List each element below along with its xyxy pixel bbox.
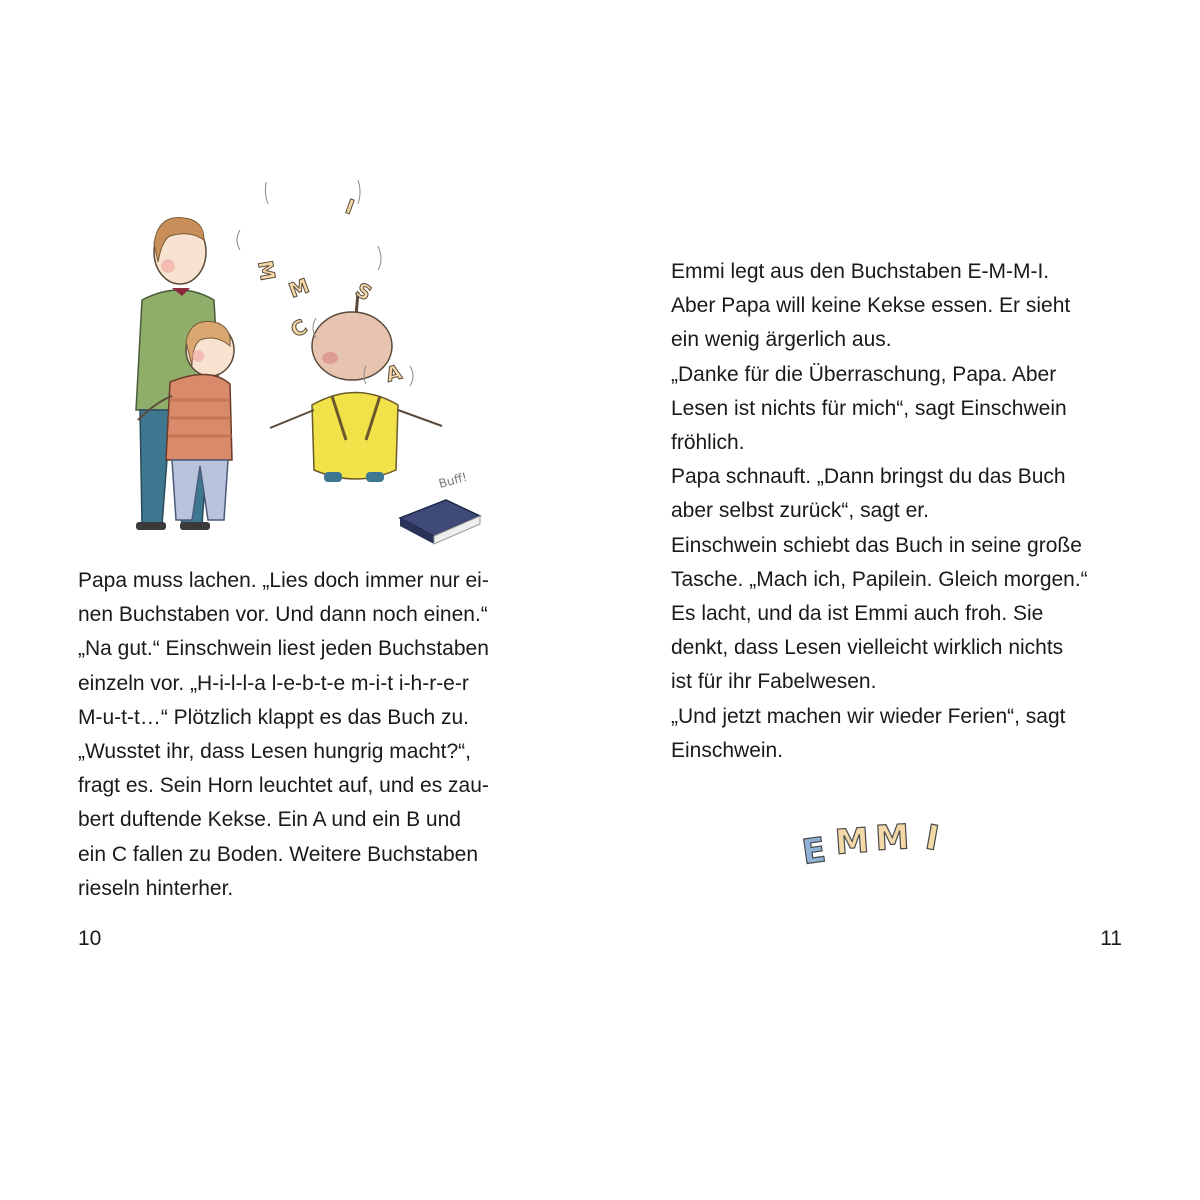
text-line: Lesen ist nichts für mich“, sagt Einschwein — [671, 396, 1067, 420]
text-line: „Na gut.“ Einschwein liest jeden Buchstaben — [78, 637, 489, 661]
text-line: fröhlich. — [671, 431, 745, 455]
right-page-text — [671, 255, 1088, 768]
buff-sound-word: Buff! — [437, 469, 469, 491]
right-page — [600, 0, 1200, 1200]
illustration-svg — [100, 170, 500, 550]
page-number-left: 10 — [78, 927, 102, 950]
falling-letter-5: A — [383, 359, 405, 387]
text-line: aber selbst zurück“, sagt er. — [671, 499, 929, 523]
falling-letter-1: M — [253, 258, 281, 283]
illustration-family-letters — [100, 170, 500, 550]
text-line: „Wusstet ihr, dass Lesen hungrig macht?“, — [78, 740, 471, 764]
text-line: ist für ihr Fabelwesen. — [671, 670, 877, 694]
emmi-letter-e: E — [799, 830, 829, 873]
text-line: Einschwein schiebt das Buch in seine große — [671, 533, 1082, 557]
text-line: ein C fallen zu Boden. Weitere Buchstaben — [78, 842, 479, 866]
text-line: Papa muss lachen. „Lies doch immer nur ei- — [78, 569, 489, 592]
text-line: denkt, dass Lesen vielleicht wirklich nichts — [671, 636, 1064, 660]
text-line: rieseln hinterher. — [78, 876, 234, 900]
left-page-text — [78, 564, 489, 906]
text-line: ein wenig ärgerlich aus. — [671, 328, 892, 352]
emmi-letter-m2: M — [874, 817, 911, 859]
book-figure — [400, 500, 480, 544]
text-line: Papa schnauft. „Dann bringst du das Buch — [671, 465, 1066, 489]
text-line: Es lacht, und da ist Emmi auch froh. Sie — [671, 602, 1044, 626]
falling-letter-2: M — [285, 273, 313, 303]
text-line: nen Buchstaben vor. Und dann noch einen.“ — [78, 603, 488, 627]
text-line: „Danke für die Überraschung, Papa. Aber — [671, 362, 1057, 386]
text-line: Tasche. „Mach ich, Papilein. Gleich morgen.“ — [671, 567, 1088, 591]
emmi-letter-m1: M — [833, 820, 871, 863]
falling-letter-4: C — [286, 314, 312, 343]
text-line: Emmi legt aus den Buchstaben E-M-M-I. — [671, 260, 1050, 283]
text-line: Einschwein. — [671, 738, 784, 762]
emmi-letters-illustration — [796, 808, 956, 878]
page-number-right: 11 — [1100, 927, 1122, 950]
text-line: einzeln vor. „H-i-l-l-a l-e-b-t-e m-i-t i-h-r-e-r — [78, 671, 469, 695]
falling-letter-3: S — [351, 277, 376, 306]
text-line: fragt es. Sein Horn leuchtet auf, und es zau- — [78, 774, 489, 798]
text-line: Aber Papa will keine Kekse essen. Er sieht — [671, 294, 1071, 318]
emmi-letters-svg — [796, 808, 956, 878]
text-line: bert duftende Kekse. Ein A und ein B und — [78, 808, 461, 832]
falling-letter-6: I — [342, 194, 358, 220]
text-line: M-u-t-t…“ Plötzlich klappt es das Buch zu. — [78, 705, 469, 729]
emmi-letter-i: I — [922, 817, 942, 860]
text-line: „Und jetzt machen wir wieder Ferien“, sagt — [671, 704, 1066, 728]
